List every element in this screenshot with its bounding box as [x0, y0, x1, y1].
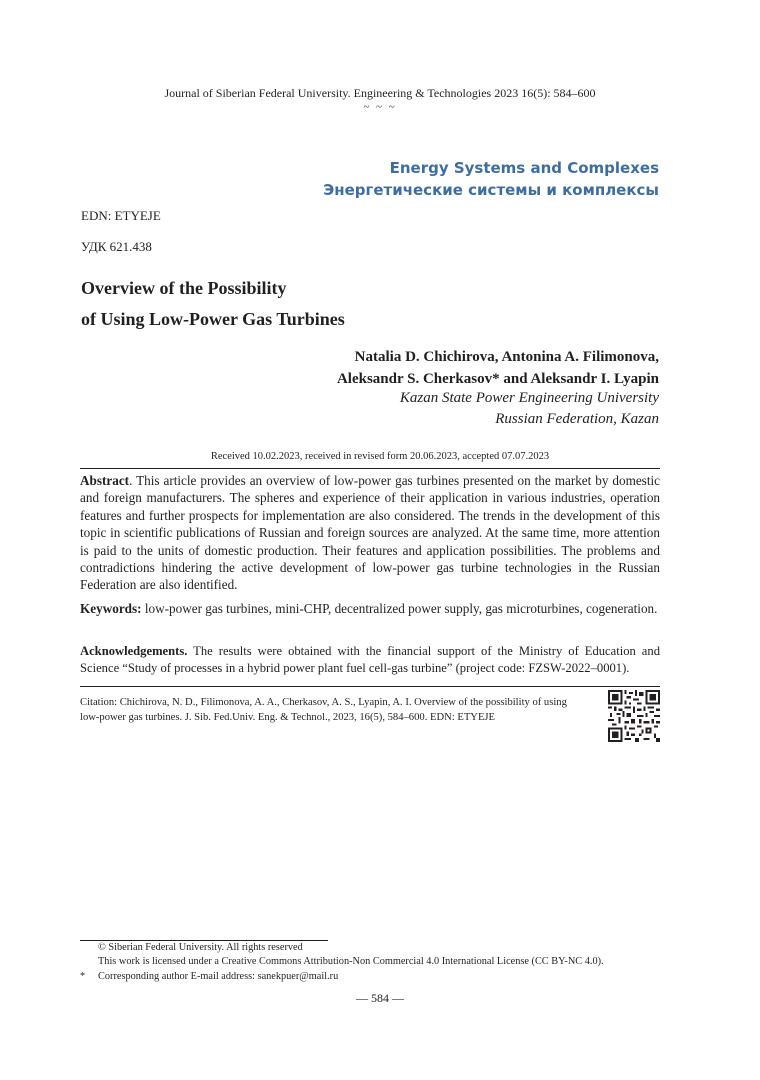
- citation-line-1: Citation: Chichirova, N. D., Filimonova, A. A., Cherkasov, A. S., Lyapin, A. I. Overview of the possibility of using: [80, 697, 567, 708]
- affiliation-line-2: Russian Federation, Kazan: [495, 411, 659, 427]
- divider-rule: [80, 468, 660, 469]
- acknowledgements: [80, 643, 660, 678]
- keywords: [80, 600, 660, 617]
- section-title-en: Energy Systems and Complexes: [389, 159, 659, 177]
- journal-citation-header: Journal of Siberian Federal University. Engineering & Technologies 2023 16(5): 584–600: [164, 86, 596, 100]
- footnote-license: This work is licensed under a Creative Commons Attribution-Non Commercial 4.0 International License (CC BY-NC 4.0).: [98, 956, 604, 967]
- abstract: [80, 472, 660, 594]
- page-number: — 584 —: [356, 991, 404, 1005]
- footnote-star-marker: *: [80, 971, 86, 982]
- article-title-line-1: Overview of the Possibility: [81, 278, 287, 298]
- authors-line-2: Aleksandr S. Cherkasov* and Aleksandr I. Lyapin: [336, 371, 659, 387]
- acknowledgements-label: Acknowledgements.: [80, 644, 188, 658]
- keywords-label: Keywords:: [80, 601, 142, 616]
- abstract-label: Abstract: [80, 473, 130, 488]
- footnote-rule: [80, 940, 328, 941]
- received-dates: Received 10.02.2023, received in revised form 20.06.2023, accepted 07.07.2023: [210, 451, 550, 462]
- authors-line-1: Natalia D. Chichirova, Antonina A. Filimonova,: [354, 349, 659, 365]
- acknowledgements-text: The results were obtained with the financial support of the Ministry of Education and Science “Study of processes in a hybrid power plant fuel cell-gas turbine” (project code: FZSW-2022–0001).: [80, 644, 660, 676]
- edn-code: EDN: ETYEJE: [81, 208, 161, 223]
- section-title-ru: Энергетические системы и комплексы: [323, 181, 659, 199]
- footnote-corresponding-author: Corresponding author E-mail address: sanekpuer@mail.ru: [98, 971, 339, 982]
- qr-code-icon: [608, 690, 660, 742]
- udk-code: УДК 621.438: [81, 239, 152, 254]
- article-title-line-2: of Using Low-Power Gas Turbines: [81, 309, 345, 329]
- keywords-text: low-power gas turbines, mini-CHP, decentralized power supply, gas microturbines, cogeneration.: [141, 601, 658, 616]
- citation-block: [80, 695, 600, 725]
- abstract-text: . This article provides an overview of low-power gas turbines presented on the market by domestic and foreign manufacturers. The spheres and experience of their application in various industries, operation features and further prospects for implementation are also considered. The trends in the development of this topic in scientific publications of Russian and foreign sources are analyzed. At the same time, more attention is paid to the units of domestic production. Their features and application possibilities. The problems and contradictions hindering the active development of low-power gas turbine technologies in the Russian Federation are also identified.: [80, 473, 660, 593]
- divider-rule: [80, 686, 660, 687]
- citation-line-2: low-power gas turbines. J. Sib. Fed.Univ. Eng. & Technol., 2023, 16(5), 584–600. EDN: ETYEJE: [80, 712, 496, 723]
- footnote-copyright: © Siberian Federal University. All rights reserved: [98, 942, 303, 953]
- header-divider-tildes: ~ ~ ~: [363, 101, 397, 113]
- affiliation-line-1: Kazan State Power Engineering University: [399, 390, 659, 406]
